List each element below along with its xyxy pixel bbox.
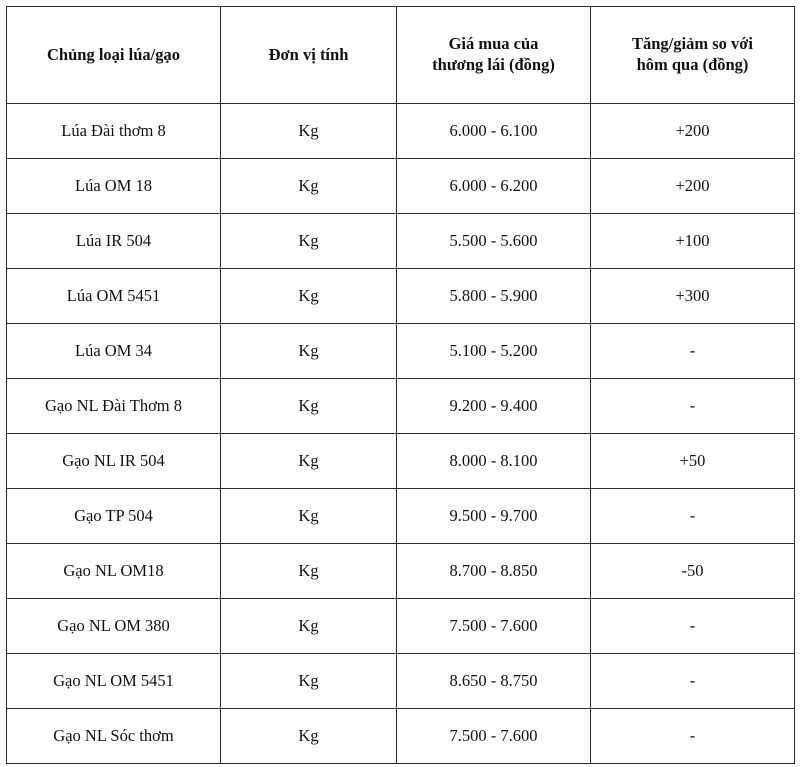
cell-product: Gạo NL Đài Thơm 8 [7,379,221,434]
table-row [7,544,795,599]
cell-price: 8.000 - 8.100 [397,434,591,489]
cell-price: 8.700 - 8.850 [397,544,591,599]
cell-product: Lúa OM 5451 [7,269,221,324]
cell-price: 8.650 - 8.750 [397,654,591,709]
column-header-product-line-1: Chủng loại lúa/gạo [47,44,180,64]
cell-unit: Kg [221,104,397,159]
cell-price: 9.200 - 9.400 [397,379,591,434]
cell-change: - [591,709,795,764]
cell-product: Lúa IR 504 [7,214,221,269]
table-row [7,104,795,159]
cell-unit: Kg [221,709,397,764]
cell-unit: Kg [221,214,397,269]
cell-change: - [591,489,795,544]
cell-price: 9.500 - 9.700 [397,489,591,544]
cell-product: Gạo NL OM 5451 [7,654,221,709]
column-header-change-line-1: Tăng/giảm so với [632,34,753,54]
rice-price-table [6,6,795,764]
table-body [7,104,795,764]
cell-change: +300 [591,269,795,324]
table-row [7,489,795,544]
cell-unit: Kg [221,599,397,654]
cell-change: +50 [591,434,795,489]
cell-product: Gạo NL OM18 [7,544,221,599]
column-header-price [397,7,591,104]
cell-unit: Kg [221,159,397,214]
cell-change: - [591,599,795,654]
table-row [7,159,795,214]
cell-change: - [591,654,795,709]
cell-change: - [591,324,795,379]
cell-unit: Kg [221,434,397,489]
cell-product: Lúa Đài thơm 8 [7,104,221,159]
cell-price: 5.500 - 5.600 [397,214,591,269]
table-row [7,214,795,269]
table-row [7,654,795,709]
cell-change: - [591,379,795,434]
cell-change: +100 [591,214,795,269]
table-row [7,599,795,654]
table-row [7,379,795,434]
cell-change: +200 [591,104,795,159]
cell-product: Gạo NL Sóc thơm [7,709,221,764]
table-row [7,434,795,489]
cell-price: 7.500 - 7.600 [397,709,591,764]
cell-price: 6.000 - 6.200 [397,159,591,214]
column-header-price-line-2: thương lái (đồng) [432,55,555,74]
cell-product: Lúa OM 18 [7,159,221,214]
cell-change: +200 [591,159,795,214]
column-header-unit [221,7,397,104]
cell-product: Gạo TP 504 [7,489,221,544]
column-header-product [7,7,221,104]
cell-unit: Kg [221,269,397,324]
cell-unit: Kg [221,489,397,544]
cell-product: Gạo NL OM 380 [7,599,221,654]
column-header-change-line-2: hôm qua (đồng) [636,55,749,74]
cell-change: -50 [591,544,795,599]
cell-product: Gạo NL IR 504 [7,434,221,489]
cell-unit: Kg [221,654,397,709]
cell-product: Lúa OM 34 [7,324,221,379]
cell-price: 6.000 - 6.100 [397,104,591,159]
table-row [7,709,795,764]
cell-price: 5.800 - 5.900 [397,269,591,324]
column-header-price-line-1: Giá mua của [448,34,539,54]
cell-unit: Kg [221,544,397,599]
table-row [7,324,795,379]
cell-unit: Kg [221,379,397,434]
table-header-row [7,7,795,104]
column-header-change [591,7,795,104]
table-row [7,269,795,324]
column-header-unit-line-1: Đơn vị tính [268,44,349,64]
cell-price: 5.100 - 5.200 [397,324,591,379]
cell-price: 7.500 - 7.600 [397,599,591,654]
table-header [7,7,795,104]
cell-unit: Kg [221,324,397,379]
